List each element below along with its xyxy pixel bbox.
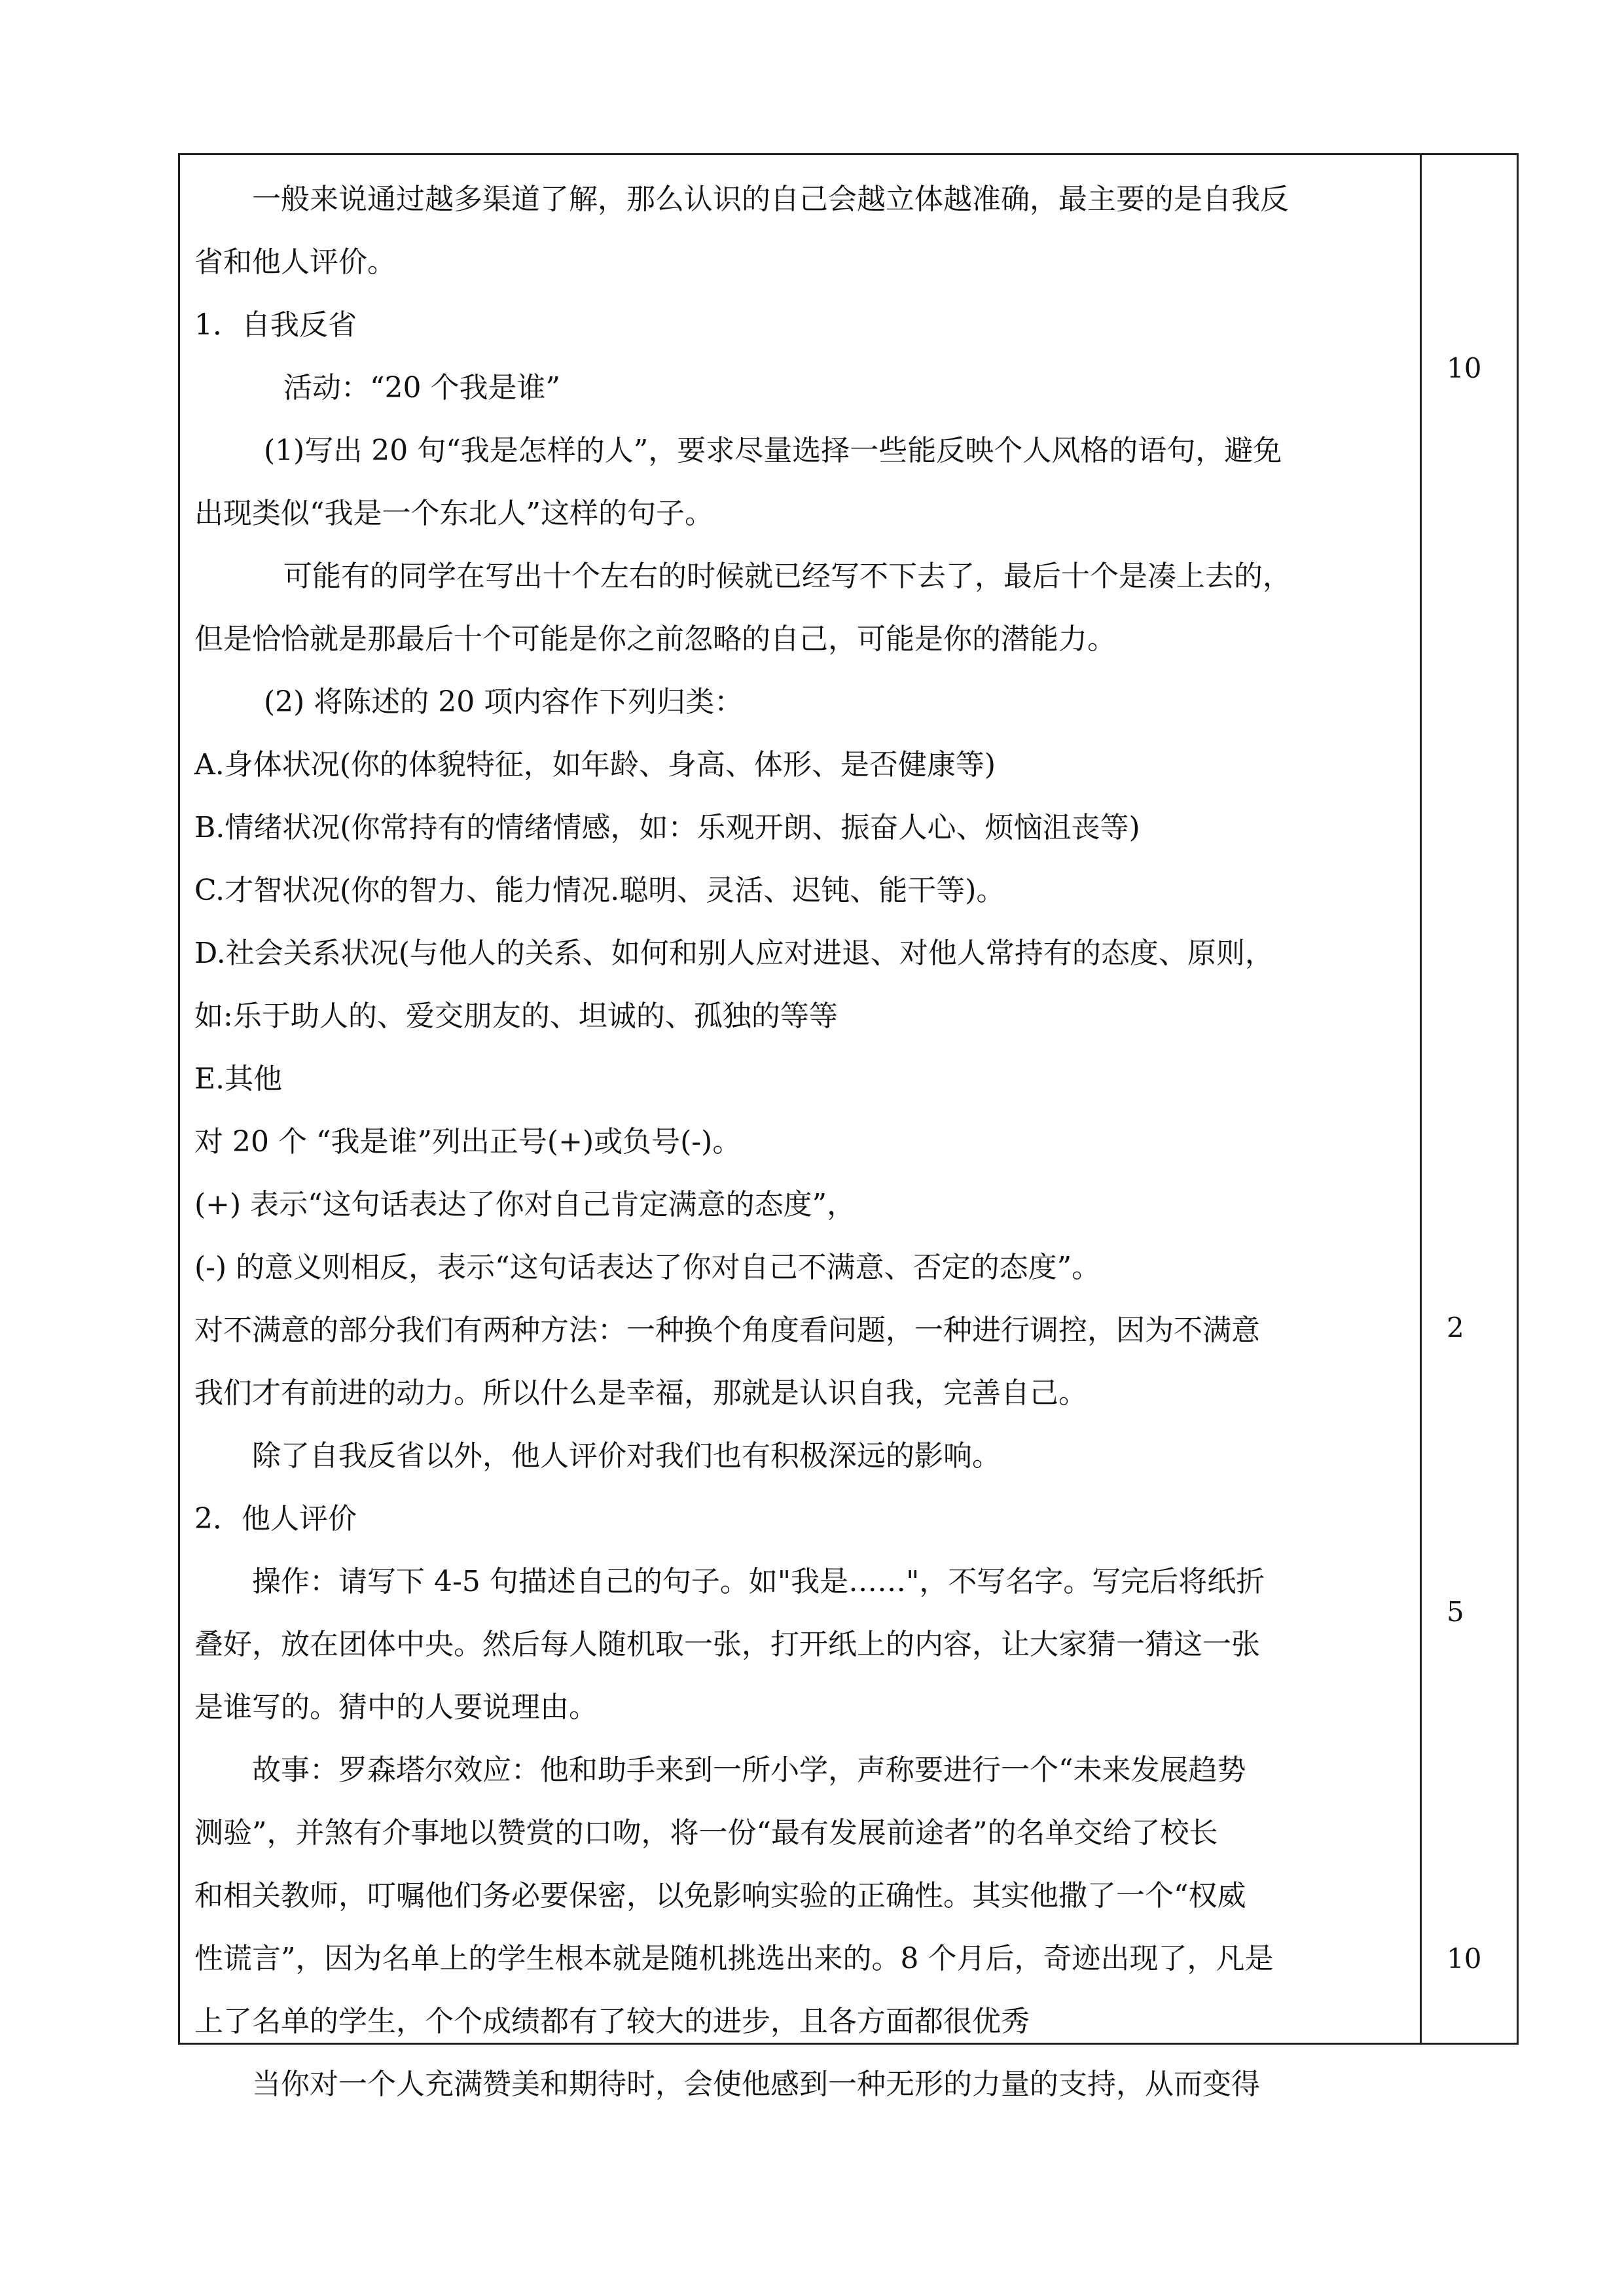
text-line: 当你对一个人充满赞美和期待时，会使他感到一种无形的力量的支持，从而变得 — [252, 2068, 1260, 2101]
text-line: 除了自我反省以外，他人评价对我们也有积极深远的影响。 — [252, 1439, 1001, 1473]
text-line: A.身体状况(你的体貌特征，如年龄、身高、体形、是否健康等) — [194, 748, 996, 781]
time-value: 2 — [1447, 1312, 1464, 1344]
text-line: 出现类似“我是一个东北人”这样的句子。 — [194, 497, 713, 530]
text-line: 一般来说通过越多渠道了解，那么认识的自己会越立体越准确，最主要的是自我反 — [252, 183, 1289, 216]
text-line: 和相关教师，叮嘱他们务必要保密，以免影响实验的正确性。其实他撒了一个“权威 — [194, 1879, 1246, 1912]
time-value: 5 — [1447, 1596, 1464, 1628]
text-line: 可能有的同学在写出十个左右的时候就已经写不下去了，最后十个是凑上去的， — [283, 560, 1291, 593]
text-line: 性谎言”，因为名单上的学生根本就是随机挑选出来的。8 个月后，奇迹出现了，凡是 — [194, 1942, 1274, 1975]
text-line: 1．自我反省 — [194, 308, 357, 342]
text-line: 测验”，并煞有介事地以赞赏的口吻，将一份“最有发展前途者”的名单交给了校长 — [194, 1816, 1218, 1850]
text-line: C.才智状况(你的智力、能力情况.聪明、灵活、迟钝、能干等)。 — [194, 874, 1005, 907]
text-line: 如:乐于助人的、爱交朋友的、坦诚的、孤独的等等 — [194, 999, 838, 1033]
text-line: 是谁写的。猜中的人要说理由。 — [194, 1691, 598, 1724]
text-line: 操作：请写下 4-5 句描述自己的句子。如"我是……"，不写名字。写完后将纸折 — [252, 1565, 1265, 1598]
time-value: 10 — [1447, 1943, 1482, 1975]
text-line: 上了名单的学生，个个成绩都有了较大的进步，且各方面都很优秀 — [194, 2005, 1030, 2038]
text-line: 但是恰恰就是那最后十个可能是你之前忽略的自己，可能是你的潜能力。 — [194, 622, 1116, 656]
text-line: (2) 将陈述的 20 项内容作下列归类： — [264, 685, 744, 719]
content-cell — [194, 168, 1407, 2116]
text-line: 活动：“20 个我是谁” — [283, 371, 560, 404]
text-line: 我们才有前进的动力。所以什么是幸福，那就是认识自我，完善自己。 — [194, 1376, 1087, 1410]
text-line: 对不满意的部分我们有两种方法：一种换个角度看问题，一种进行调控，因为不满意 — [194, 1314, 1260, 1347]
text-line: 叠好，放在团体中央。然后每人随机取一张，打开纸上的内容，让大家猜一猜这一张 — [194, 1628, 1260, 1661]
text-line: 对 20 个 “我是谁”列出正号(+)或负号(-)。 — [194, 1125, 742, 1158]
column-divider — [1420, 155, 1422, 2043]
text-line: 故事：罗森塔尔效应：他和助手来到一所小学，声称要进行一个“未来发展趋势 — [252, 1753, 1246, 1787]
text-line: D.社会关系状况(与他人的关系、如何和别人应对进退、对他人常持有的态度、原则， — [194, 937, 1274, 970]
text-line: (+) 表示“这句话表达了你对自己肯定满意的态度”， — [194, 1188, 856, 1221]
text-line: 2．他人评价 — [194, 1502, 357, 1535]
text-line: (-) 的意义则相反，表示“这句话表达了你对自己不满意、否定的态度”。 — [194, 1251, 1101, 1284]
text-line: (1)写出 20 句“我是怎样的人”，要求尽量选择一些能反映个人风格的语句，避免 — [264, 434, 1282, 467]
text-line: 省和他人评价。 — [194, 245, 396, 279]
text-line: E.其他 — [194, 1062, 283, 1096]
time-value: 10 — [1447, 352, 1482, 384]
text-line: B.情绪状况(你常持有的情绪情感，如：乐观开朗、振奋人心、烦恼沮丧等) — [194, 811, 1140, 844]
lesson-table — [178, 153, 1519, 2101]
